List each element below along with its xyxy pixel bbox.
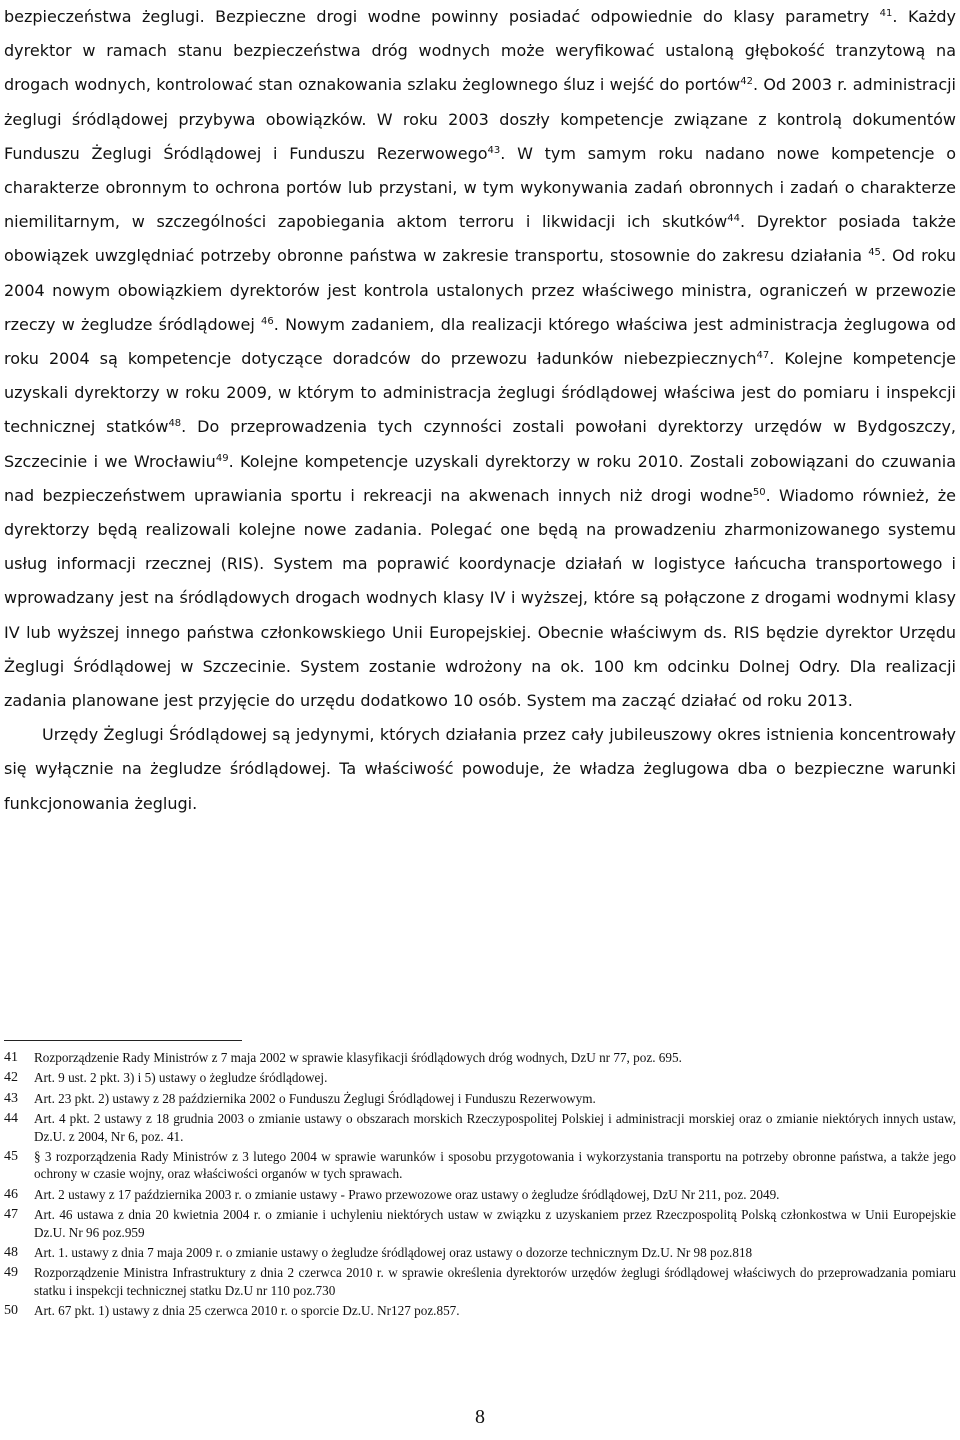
footnote-number: 42 <box>4 1070 18 1086</box>
footnote-number: 50 <box>4 1303 18 1319</box>
footnote-ref-47: 47 <box>756 350 770 362</box>
footnote-text: Art. 4 pkt. 2 ustawy z 18 grudnia 2003 o zmianie ustawy o obszarach morskich Rzeczypospolitej Polskiej i administracji morskiej oraz o zmianie niektórych innych ustaw, Dz.U. z 2004, Nr 6, poz. 41. <box>34 1111 956 1144</box>
footnote-text: Art. 9 ust. 2 pkt. 3) i 5) ustawy o żegludze śródlądowej. <box>34 1070 328 1086</box>
footnote-number: 47 <box>4 1207 18 1223</box>
footnote-text: Rozporządzenie Rady Ministrów z 7 maja 2002 w sprawie klasyfikacji śródlądowych dróg wodnych, DzU nr 77, poz. 695. <box>34 1050 682 1065</box>
footnote-45 <box>4 1148 956 1183</box>
footnote-ref-49: 49 <box>215 452 229 464</box>
footnote-ref-50: 50 <box>752 486 766 498</box>
footnote-43 <box>4 1090 956 1107</box>
text-segment: . Kolejne kompetencje uzyskali dyrektorzy w roku 2010. Zostali zobowiązani do czuwania nad bezpieczeństwem uprawiania sportu i rekreacji na akwenach innych niż drogi wodne <box>4 451 956 505</box>
page-number: 8 <box>475 1406 485 1428</box>
footnote-text: Art. 46 ustawa z dnia 20 kwietnia 2004 r. o zmianie i uchyleniu niektórych ustaw w związku z uzyskaniem przez Rzeczpospolitą Polską członkostwa w Unii Europejskie Dz.U. Nr 96 poz.959 <box>34 1207 956 1240</box>
footnote-41 <box>4 1049 956 1066</box>
footnote-ref-43: 43 <box>487 144 501 156</box>
footnotes <box>4 1049 956 1323</box>
footnote-number: 48 <box>4 1245 18 1261</box>
footnote-49 <box>4 1264 956 1299</box>
footnote-separator <box>4 1040 242 1041</box>
text-segment: . Wiadomo również, że dyrektorzy będą realizowali kolejne nowe zadania. Polegać one będą na prowadzeniu zharmonizowanego systemu usług informacji rzecznej (RIS). System ma poprawić koordynacje działań w logistyce łańcucha transportowego i wprowadzany jest na śródlądowych drogach wodnych klasy IV i wyższej, które są połączone z drogami wodnymi klasy IV lub wyższej innego państwa członkowskiego Unii Europejskiej. Obecnie właściwym ds. RIS będzie dyrektor Urzędu Żeglugi Śródlądowej w Szczecinie. System zostanie wdrożony na ok. 100 km odcinku Dolnej Odry. Dla realizacji zadania planowane jest przyjęcie do urzędu dodatkowo 10 osób. System ma zacząć działać od roku 2013. <box>4 485 957 711</box>
footnote-text: Art. 2 ustawy z 17 października 2003 r. o zmianie ustawy - Prawo przewozowe oraz ustawy o żegludze śródlądowej, DzU Nr 211, poz. 2049. <box>34 1186 780 1202</box>
footnote-text: Rozporządzenie Ministra Infrastruktury z dnia 2 czerwca 2010 r. w sprawie określenia dyrektorów urzędów żeglugi śródlądowej właściwych do przeprowadzania pomiaru statku i inspekcji technicznej statku Dz.U nr 110 poz.730 <box>34 1265 956 1298</box>
footnote-number: 41 <box>4 1050 18 1065</box>
text-segment: . Nowym zadaniem, dla realizacji którego właściwa jest administracja żeglugowa od roku 2004 są kompetencje dotyczące doradców do przewozu ładunków niebezpiecznych <box>4 314 956 369</box>
footnote-text: Art. 23 pkt. 2) ustawy z 28 października 2002 o Funduszu Żeglugi Śródlądowej i Funduszu Rezerwowym. <box>34 1090 596 1106</box>
footnote-text: Art. 67 pkt. 1) ustawy z dnia 25 czerwca 2010 r. o sporcie Dz.U. Nr127 poz.857. <box>34 1303 460 1319</box>
footnote-number: 49 <box>4 1265 18 1281</box>
footnote-46 <box>4 1186 956 1203</box>
footnote-47 <box>4 1206 956 1241</box>
footnote-44 <box>4 1110 956 1145</box>
footnote-ref-41: 41 <box>879 8 893 19</box>
text-segment: Urzędy Żeglugi Śródlądowej są jedynymi, których działania przez cały jubileuszowy okres istnienia koncentrowały się wyłącznie na żegludze śródlądowej. Ta właściwość powoduje, że władza żeglugowa dba o bezpieczne warunki funkcjonowania żeglugi. <box>4 725 956 813</box>
footnote-number: 45 <box>4 1149 18 1165</box>
text-segment: . Dyrektor posiada także obowiązek uwzględniać potrzeby obronne państwa w zakresie transportu, stosownie do zakresu działania <box>4 212 957 266</box>
footnote-ref-46: 46 <box>261 315 274 327</box>
paragraph-1 <box>4 0 956 718</box>
footnote-48 <box>4 1244 956 1261</box>
footnote-text: § 3 rozporządzenia Rady Ministrów z 3 lutego 2004 w sprawie warunków i sposobu przygotowania i wykorzystania transportu na potrzeby obronne państwa, a także jego ochrony w czasie wojny, oraz właściwości organów w tych sprawach. <box>34 1149 956 1182</box>
footnote-number: 44 <box>4 1111 18 1127</box>
footnote-50 <box>4 1302 956 1319</box>
footnote-number: 43 <box>4 1090 18 1106</box>
footnote-42 <box>4 1069 956 1086</box>
footnote-ref-48: 48 <box>168 418 182 430</box>
text-segment: bezpieczeństwa żeglugi. Bezpieczne drogi wodne powinny posiadać odpowiednie do klasy parametry <box>4 7 880 26</box>
paragraph-2 <box>4 718 956 821</box>
text-segment: . Każdy dyrektor w ramach stanu bezpieczeństwa dróg wodnych może weryfikować ustaloną głębokość tranzytową na drogach wodnych, kontrolować stan oznakowania szlaku żeglownego śluz i wejść do portów <box>4 7 956 95</box>
body-text <box>4 0 956 821</box>
text-segment: . Od roku 2004 nowym obowiązkiem dyrektorów jest kontrola ustalonych przez właściwego ministra, ograniczeń w przewozie rzeczy w żegludze śródlądowej <box>4 246 957 334</box>
footnote-text: Art. 1. ustawy z dnia 7 maja 2009 r. o zmianie ustawy o żegludze śródlądowej oraz ustawy o dozorze technicznym Dz.U. Nr 98 poz.818 <box>34 1245 753 1261</box>
text-segment: . Kolejne kompetencje uzyskali dyrektorzy w roku 2009, w którym to administracja żeglugi śródlądowej właściwa jest do pomiaru i inspekcji technicznej statków <box>4 349 957 437</box>
text-segment: . Od 2003 r. administracji żeglugi śródlądowej przybywa obowiązków. W roku 2003 doszły kompetencje związane z kontrolą dokumentów Funduszu Żeglugi Śródlądowej i Funduszu Rezerwowego <box>4 75 957 163</box>
text-segment: . W tym samym roku nadano nowe kompetencje o charakterze obronnym to ochrona portów lub przystani, w tym wykonywania zadań obronnych i zadań o charakterze niemilitarnym, w szczególności zapobiegania aktom terroru i likwidacji ich skutków <box>4 143 957 232</box>
footnote-ref-45: 45 <box>868 247 881 259</box>
footnote-ref-42: 42 <box>740 76 753 88</box>
footnote-ref-44: 44 <box>727 213 740 225</box>
text-segment: . Do przeprowadzenia tych czynności zostali powołani dyrektorzy urzędów w Bydgoszczy, Szczecinie i we Wrocławiu <box>4 417 957 471</box>
footnote-number: 46 <box>4 1186 18 1202</box>
